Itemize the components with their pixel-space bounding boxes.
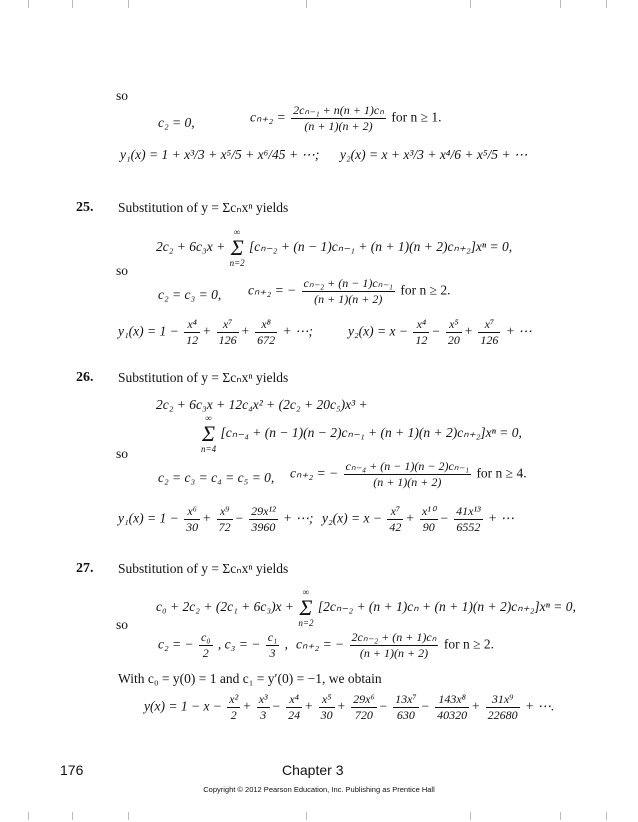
equation-body: [cₙ₋₂ + (n − 1)cₙ₋₁ + (n + 1)(n + 2)cₙ₊₂]xⁿ = 0, [249,239,513,255]
y2-label: y₂(x) = x − [322,510,383,526]
y1-label: y₁(x) = 1 − [118,510,179,526]
fraction-numerator: x⁶ [184,505,200,520]
summation-sign: ∞ Σ n=4 [201,413,217,454]
problem-intro: Substitution of y = Σcₙxⁿ yields [118,561,289,576]
sign: − [271,698,281,714]
series-fraction [257,693,270,722]
fraction-denominator: 126 [218,333,237,347]
series-fraction [486,693,520,722]
series-fraction [227,693,240,722]
problem-number: 26. [76,370,94,385]
fraction-denominator: 126 [480,333,499,347]
fraction-denominator: 30 [320,708,333,722]
fraction-denominator: (n + 1)(n + 2) [314,292,383,306]
series-fraction [446,318,462,347]
y1-series: y₁(x) = 1 − $\frac{\text{x⁶}}{30}$ + $\frac{\text{x⁹}}{72}$ − $\frac{\text{29x¹²}}{3960}$ + ⋯; [118,504,314,534]
series-equation-line1: 2c₂ + 6c₃x + 12c₄x² + (2c₂ + 20c₅)x³ + [156,397,368,412]
recurrence [296,631,494,660]
y2-label: y₂(x) = x − [348,323,409,339]
c2-value: c₂ = 0, [158,115,195,130]
cn2-label: cₙ₊₂ = − [248,282,297,298]
series-fraction [184,505,200,534]
series-fraction [420,505,438,534]
series-fraction [435,693,469,722]
y1-label: y₁(x) = 1 − [118,323,179,339]
series-tail: + ⋯; [282,323,313,339]
chapter-label: Chapter 3 [282,762,344,778]
fraction-numerator: cₙ₋₄ + (n − 1)(n − 2)cₙ₋₁ [345,459,470,473]
initial-conditions: With c₀ = y(0) = 1 and c₁ = y′(0) = −1, we obtain [118,671,382,686]
series-term: x⁴/6 [439,147,461,162]
y2-series: y₂(x) = x + x³/3 + x⁴/6 + x⁵/5 + ⋯ [340,147,528,162]
sign: + [304,698,314,714]
series-fraction [217,505,233,534]
so-label: so [116,617,129,632]
fraction-numerator: x² [229,692,239,706]
y-label: y(x) = 1 − x − [144,698,222,714]
fraction-numerator: 41x¹³ [456,504,481,518]
series-tail: + ⋯ [488,510,515,526]
cn2-label: cₙ₊₂ = − [296,636,345,652]
c3-label: , c₃ = − [217,636,261,652]
so-label: so [116,88,129,103]
sign: + [242,698,252,714]
c-values: c₂ = c₃ = c₄ = c₅ = 0, [158,470,275,485]
fraction-numerator: 2cₙ₋₁ + n(n + 1)cₙ [293,103,384,117]
scan-tick [606,812,607,820]
scan-tick [470,812,471,820]
fraction-denominator: (n + 1)(n + 2) [373,475,442,489]
recurrence [290,460,527,489]
fraction-denominator: 2 [230,708,237,722]
series-fraction [387,505,403,534]
series-fraction [393,693,419,722]
scan-tick [306,812,307,820]
series-fraction [184,318,200,347]
fraction-denominator: 2 [202,646,209,660]
fraction-denominator: 42 [389,520,402,534]
fraction-numerator: 143x⁸ [435,693,469,708]
series-fraction [217,318,239,347]
series-fraction [413,318,429,347]
recurrence-fraction [291,104,386,133]
equation-body: [2cₙ₋₂ + (n + 1)cₙ + (n + 1)(n + 2)cₙ₊₂]xⁿ = 0, [317,599,576,615]
series-equation [156,228,512,268]
scan-tick [28,0,29,8]
c-values [158,631,288,660]
scan-tick [470,0,471,8]
sign: + [471,698,481,714]
scan-tick [72,0,73,8]
problem-intro: Substitution of y = Σcₙxⁿ yields [118,370,289,385]
fraction-denominator: 24 [288,708,301,722]
scan-tick [560,0,561,8]
so-label: so [116,263,129,278]
fraction-denominator: 72 [218,520,231,534]
fraction-numerator: c₁ [267,630,278,644]
fraction-numerator: x⁴ [184,318,200,333]
sign: − [378,698,388,714]
so-label: so [116,446,129,461]
scan-tick [606,0,607,8]
fraction-denominator: 90 [422,520,435,534]
series-fraction [454,505,483,534]
sum-lower: n=2 [229,258,245,268]
condition: for n ≥ 2. [400,282,451,298]
fraction-numerator: c₀ [201,630,211,644]
sum-upper: ∞ [233,227,241,237]
fraction-numerator: 13x⁷ [395,692,417,706]
equation-lead: 2c₂ + 6c₃x + [156,239,226,255]
sum-lower: n=2 [298,618,314,628]
fraction-denominator: 630 [396,708,415,722]
sum-upper: ∞ [205,413,212,423]
summation-sign: ∞ Σ n=2 [229,227,245,268]
series-term: x⁵/5 [476,147,499,162]
y2-series: y₂(x) = x − $\frac{\text{x⁴}}{12}$ − $\frac{\text{x⁵}}{20}$ + $\frac{\text{x⁷}}{126}$ + ⋯ [348,317,532,347]
page-number: 176 [60,762,84,778]
series-term: x³/3 [184,147,205,162]
problem-number: 25. [76,200,94,215]
recurrence-fraction [350,631,439,660]
equation-body: [cₙ₋₄ + (n − 1)(n − 2)cₙ₋₁ + (n + 1)(n + 2)cₙ₊₂]xⁿ = 0, [220,425,522,441]
series-term: x⁶/45 [257,147,286,162]
series-tail: + ⋯; [283,510,314,526]
y1-label: y₁(x) = 1 + [120,147,181,162]
fraction-denominator: 30 [186,520,199,534]
fraction-denominator: 3 [260,708,267,722]
fraction-numerator: x³ [258,692,268,706]
series-tail: + ⋯. [525,698,555,714]
series-term: x⁵/5 [220,147,242,162]
cn2-label: cₙ₊₂ = [250,109,286,125]
scan-tick [128,0,129,8]
recurrence [250,104,442,133]
fraction-numerator: x⁷ [478,318,500,333]
fraction-denominator: 20 [447,333,460,347]
series-fraction [351,693,377,722]
condition: for n ≥ 4. [476,465,527,481]
fraction-denominator: 12 [186,333,199,347]
recurrence-fraction [344,460,472,489]
fraction-numerator: x⁸ [255,318,277,333]
fraction-numerator: x⁴ [286,693,302,708]
series-tail: + ⋯ [501,147,528,162]
fraction-denominator: 672 [257,333,276,347]
series-tail: + ⋯; [288,147,320,162]
y1-series: y₁(x) = 1 − $\frac{\text{x⁴}}{12}$ + $\frac{\text{x⁷}}{126}$ + $\frac{\text{x⁸}}{672}$ + ⋯; [118,317,313,347]
fraction-denominator: 22680 [487,708,518,722]
series-fraction [255,318,277,347]
y1-series: y₁(x) = 1 + x³/3 + x⁵/5 + x⁶/45 + ⋯; [120,147,320,162]
fraction-denominator: 6552 [456,520,481,534]
fraction-numerator: x⁹ [217,505,233,520]
fraction-denominator: (n + 1)(n + 2) [304,119,373,133]
top-scan-ticks [0,0,638,10]
fraction-numerator: x⁷ [387,505,403,520]
recurrence [248,277,451,306]
fraction-numerator: 29x⁶ [353,692,375,706]
sum-lower: n=4 [201,444,217,454]
y2-series: y₂(x) = x − $\frac{\text{x⁷}}{42}$ + $\frac{\text{x¹⁰}}{90}$ − $\frac{\text{41x¹³}}{6552}$ + ⋯ [322,504,515,534]
series-fraction [249,505,278,534]
fraction-numerator: x⁵ [446,318,462,333]
sign: + [336,698,346,714]
separator: , [284,636,288,652]
fraction-denominator: 3960 [251,520,276,534]
series-equation [156,588,576,628]
fraction-denominator: 40320 [437,708,468,722]
fraction-numerator: x⁴ [413,318,429,333]
fraction-numerator: 2cₙ₋₂ + (n + 1)cₙ [351,630,437,644]
fraction-numerator: 29x¹² [251,504,276,518]
sum-upper: ∞ [302,587,310,597]
bottom-scan-ticks [0,812,638,822]
y2-label: y₂(x) = x + [340,147,401,162]
equation-lead: c₀ + 2c₂ + (2c₁ + 6c₃)x + [156,599,295,615]
recurrence-fraction [302,277,395,306]
fraction-numerator: cₙ₋₂ + (n − 1)cₙ₋₁ [303,276,393,290]
summation-sign: ∞ Σ n=2 [298,587,314,628]
y-series [144,693,554,722]
fraction-denominator: (n + 1)(n + 2) [359,646,429,660]
condition: for n ≥ 2. [443,636,494,652]
scan-tick [306,0,307,8]
scan-tick [28,812,29,820]
series-tail: + ⋯ [505,323,532,339]
sign: − [420,698,430,714]
c-values: c₂ = c₃ = 0, [158,287,222,302]
fraction-numerator: x⁷ [217,318,239,333]
fraction-numerator: x⁵ [319,693,335,708]
scan-tick [72,812,73,820]
series-term: x³/3 [403,147,424,162]
series-fraction [319,693,335,722]
problem-intro: Substitution of y = Σcₙxⁿ yields [118,200,289,215]
scan-tick [560,812,561,820]
problem-number: 27. [76,561,94,576]
cn2-label: cₙ₊₂ = − [290,465,339,481]
condition: for n ≥ 1. [391,109,442,125]
fraction-denominator: 3 [269,646,276,660]
scan-tick [128,812,129,820]
c2-label: c₂ = − [158,636,194,652]
series-fraction [286,693,302,722]
fraction-denominator: 12 [415,333,428,347]
fraction-denominator: 720 [354,708,373,722]
fraction-numerator: 31x⁹ [486,693,520,708]
c3-fraction [266,631,280,660]
series-fraction [478,318,500,347]
copyright-notice: Copyright © 2012 Pearson Education, Inc. Publishing as Prentice Hall [203,785,435,794]
series-equation-line2 [200,414,522,454]
c2-fraction [199,631,213,660]
fraction-numerator: x¹⁰ [421,504,436,518]
